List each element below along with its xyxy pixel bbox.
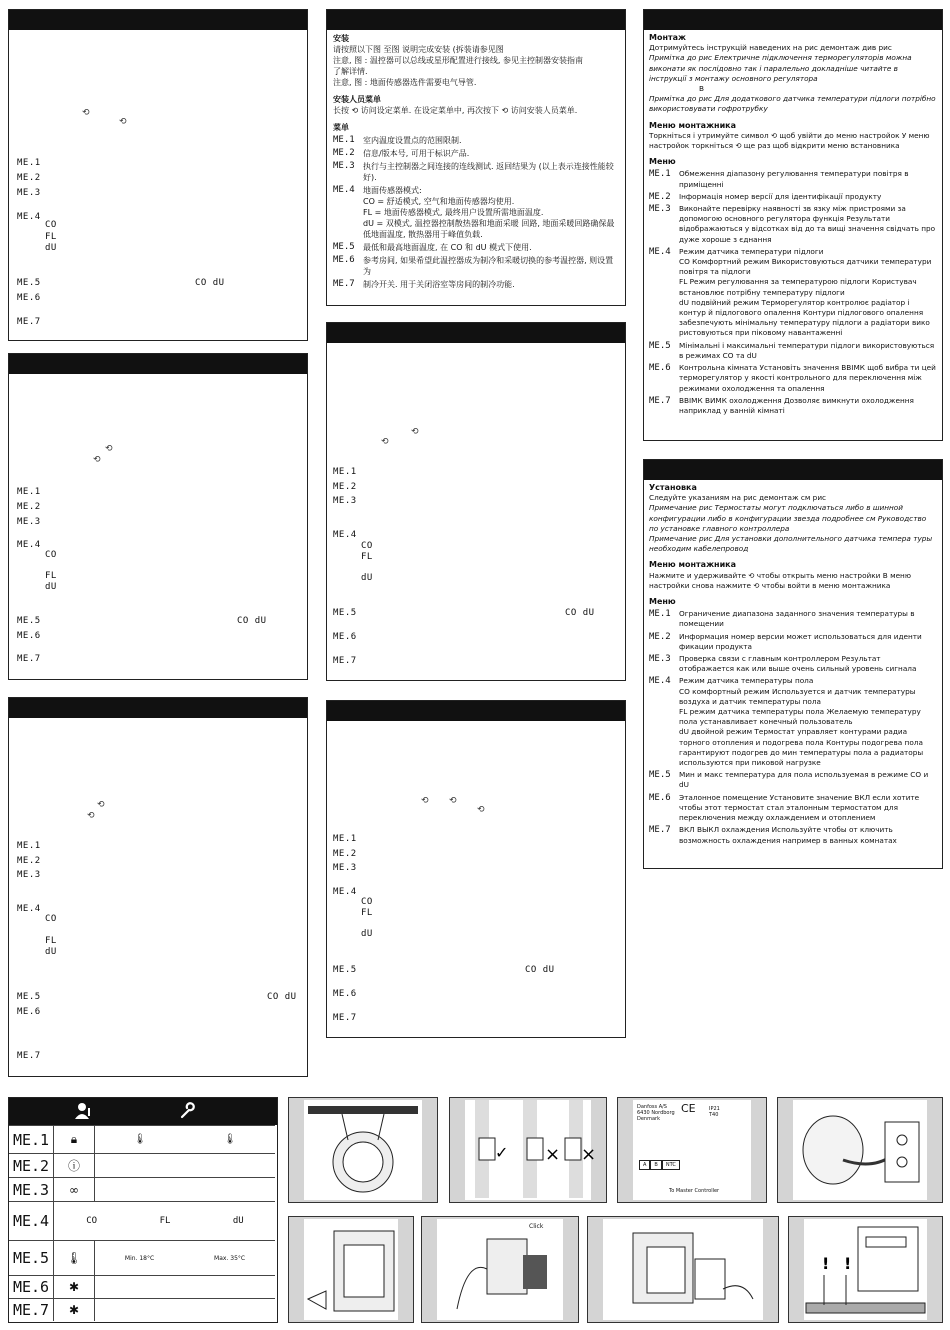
menu-code: ME.4 bbox=[17, 904, 41, 914]
menu-desc: Мин и макс температура для пола используемая в режиме CO и dU bbox=[679, 770, 929, 790]
thermometer-icon: 🌡︎ bbox=[133, 1134, 147, 1145]
table-row bbox=[9, 1125, 275, 1153]
back-arrow-icon: ⟲ bbox=[93, 455, 101, 465]
panel-header-bar bbox=[644, 460, 942, 480]
installer-menu-text: 长按 ⟲ 访问设定菜单. 在设定菜单中, 再次按下 ⟲ 访问安装人员菜单. bbox=[333, 106, 578, 115]
menu-code: ME.6 bbox=[17, 293, 41, 303]
wiring-illustration bbox=[793, 1100, 927, 1198]
menu-desc: ВКЛ ВЫКЛ охлаждения Используйте чтобы от ключить возможность охлаждения например в ванных комнатах bbox=[679, 825, 897, 845]
menu-code: ME.2 bbox=[333, 482, 357, 492]
menu-code: ME.1 bbox=[9, 1126, 54, 1153]
install-text: Следуйте указаниям на рис демонтаж см рис bbox=[649, 493, 827, 503]
me5-modes: CO dU bbox=[565, 608, 595, 618]
install-text: 了解详情. bbox=[333, 67, 368, 76]
menu-code: ME.6 bbox=[333, 255, 355, 265]
mode-fl: FL bbox=[159, 1216, 171, 1226]
mode-code: dU bbox=[45, 947, 57, 957]
menu-code: ME.5 bbox=[333, 242, 355, 252]
menu-code: ME.7 bbox=[333, 1013, 357, 1023]
label-temp: T40 bbox=[709, 1112, 719, 1118]
figure-5 bbox=[288, 1216, 414, 1323]
label-address: 6430 Nordborg bbox=[637, 1110, 675, 1116]
menu-desc: 执行与主控制器之间连接的连线测试. 返回结果为 (以上表示连接性能较好). bbox=[363, 162, 614, 182]
menu-code: ME.5 bbox=[9, 1241, 54, 1275]
mode-desc: CO Комфортний режим Використовуються датчики температури повітря та підлоги bbox=[679, 257, 932, 277]
menu-code: ME.4 bbox=[649, 246, 671, 257]
middle-panel-3 bbox=[326, 700, 626, 1038]
menu-code: ME.2 bbox=[649, 191, 671, 202]
mode-code: CO bbox=[45, 220, 57, 230]
terminal-b: B bbox=[650, 1160, 661, 1170]
menu-code: ME.6 bbox=[649, 363, 671, 374]
menu-desc: Информация номер версии может использоваться для иденти фикации продукта bbox=[679, 631, 922, 651]
mode-code: dU bbox=[361, 573, 373, 583]
panel-header-bar bbox=[327, 10, 625, 30]
click-label: Click bbox=[529, 1223, 544, 1230]
thermometer-icon: 🌡︎ bbox=[223, 1134, 237, 1145]
install-text: 请按照以下图 至图 说明完成安装 (拆装请参见图 bbox=[333, 45, 504, 54]
install-heading: Установка bbox=[649, 483, 697, 492]
russian-panel bbox=[643, 459, 943, 869]
lock-icon: 🔒︎ bbox=[54, 1126, 95, 1153]
menu-desc: Інформація номер версії для ідентифікації продукту bbox=[679, 191, 882, 201]
menu-code: ME.5 bbox=[17, 616, 41, 626]
svg-text:!: ! bbox=[844, 1254, 852, 1273]
mode-desc: dU подвійний режим Терморегулятор контролює радіатор і контур й підлогового опалення Контури підлогового опалення забезпечують мінімальну температуру підлоги а радіатори вико ристовуються при піковому навантаженні bbox=[679, 297, 930, 338]
menu-desc: 参考房间, 如果希望此温控器成为制冷和采暖切换的参考温控器, 则设置为 bbox=[363, 256, 614, 276]
install-text: Дотримуйтесь інструкцій наведених на рис демонтаж див рис bbox=[649, 43, 892, 53]
mode-code: dU bbox=[361, 929, 373, 939]
install-note: Примечание рис Термостаты могут подключаться либо в шинной конфигурации либо в конфигурации звезда подробнее см Руководство по установке главного контроллера bbox=[649, 503, 927, 533]
svg-text:✓: ✓ bbox=[495, 1143, 509, 1162]
menu-heading: 菜单 bbox=[333, 123, 349, 132]
mode-desc: CO = 舒适模式, 空气和地面传感器均使用. bbox=[363, 197, 515, 206]
ce-mark-icon: CE bbox=[681, 1102, 696, 1115]
menu-desc: 信息/版本号, 可用于标识产品. bbox=[363, 149, 470, 158]
mode-desc: FL Режим регулювання за температурою підлоги Користувач встановлює потрібну температуру підлоги bbox=[679, 277, 917, 297]
figure-7 bbox=[587, 1216, 779, 1323]
install-note: Примечание рис Для установки дополнительного датчика темпера туры необходим кабелепровод bbox=[649, 534, 933, 554]
menu-overview-table bbox=[8, 1097, 278, 1323]
menu-code: ME.6 bbox=[333, 989, 357, 999]
menu-code: ME.5 bbox=[333, 608, 357, 618]
menu-desc: Виконайте перевірку наявності зв язку між пристроями за допомогою основного регулятора функція Результати відображаються у відсотках від до та вищі значення свідчать про дуже хороше з єднання bbox=[679, 204, 936, 244]
snowflake-icon: ✱ bbox=[54, 1276, 95, 1298]
label-brand: Danfoss A/S bbox=[637, 1104, 667, 1110]
sensor-conduit-illustration bbox=[804, 1219, 927, 1319]
mode-desc: dU двойной режим Термостат управляет контурами радиа торного отопления и подогрева пола Контуры подогрева пола гарантируют подогрев до мин температуры пола а радиаторы используются при пиковой нагрузке bbox=[679, 727, 924, 768]
menu-code: ME.7 bbox=[333, 279, 355, 289]
back-arrow-icon: ⟲ bbox=[411, 427, 419, 437]
menu-code: ME.2 bbox=[333, 849, 357, 859]
mode-code: CO bbox=[361, 541, 373, 551]
back-arrow-icon: ⟲ bbox=[477, 805, 485, 815]
menu-code: ME.3 bbox=[17, 870, 41, 880]
menu-code: ME.5 bbox=[17, 278, 41, 288]
ukrainian-panel bbox=[643, 9, 943, 441]
left-panel-3 bbox=[8, 697, 308, 1077]
panel-header-bar bbox=[9, 698, 307, 718]
figure-6 bbox=[421, 1216, 579, 1323]
menu-code: ME.3 bbox=[9, 1178, 54, 1201]
menu-code: ME.6 bbox=[9, 1276, 54, 1298]
menu-desc: Контрольна кімната Установіть значення ВВІМК щоб вибра ти цей терморегулятор у якості контрольного для переключення між режимами охолодження та опалення bbox=[679, 363, 936, 393]
mode-du: dU bbox=[232, 1216, 244, 1226]
menu-code: ME.6 bbox=[649, 792, 671, 803]
mode-desc: CO комфортный режим Используется и датчик температуры воздуха и датчик температуры пола bbox=[679, 686, 916, 706]
panel-header-bar bbox=[644, 10, 942, 30]
table-row bbox=[9, 1240, 275, 1275]
mode-code: FL bbox=[45, 571, 57, 581]
mode-code: FL bbox=[361, 908, 373, 918]
mode-co: CO bbox=[86, 1216, 98, 1226]
menu-desc: Ограничение диапазона заданного значения температуры в помещении bbox=[679, 609, 915, 629]
menu-desc: Режим датчика температуры пола bbox=[679, 676, 814, 686]
menu-code: ME.3 bbox=[333, 496, 357, 506]
menu-code: ME.4 bbox=[17, 212, 41, 222]
menu-desc: ВВІМК ВИМК охолодження Дозволяє вимкнути охолодження наприклад у ванній кімнаті bbox=[679, 395, 914, 415]
label-country: Denmark bbox=[637, 1116, 660, 1122]
menu-code: ME.4 bbox=[9, 1202, 54, 1240]
menu-code: ME.1 bbox=[17, 158, 41, 168]
menu-code: ME.5 bbox=[333, 965, 357, 975]
chinese-panel bbox=[326, 9, 626, 306]
menu-code: ME.7 bbox=[17, 1051, 41, 1061]
back-arrow-icon: ⟲ bbox=[105, 444, 113, 454]
menu-desc: 最低和最高地面温度, 在 CO 和 dU 模式下使用. bbox=[363, 243, 532, 252]
menu-code: ME.3 bbox=[649, 654, 671, 665]
menu-code: ME.1 bbox=[17, 841, 41, 851]
menu-desc: Проверка связи с главным контроллером Результат отображается как или выше очень сильный уровень сигнала bbox=[679, 654, 917, 674]
mode-code: FL bbox=[361, 552, 373, 562]
menu-code: ME.3 bbox=[17, 517, 41, 527]
menu-code: ME.2 bbox=[333, 148, 355, 158]
panel-header-bar bbox=[9, 10, 307, 30]
snowflake-icon: ✱ bbox=[54, 1299, 95, 1321]
menu-code: ME.2 bbox=[17, 856, 41, 866]
menu-code: ME.7 bbox=[9, 1299, 54, 1321]
figure-4 bbox=[777, 1097, 943, 1203]
max-temp-label: Max. 35°C bbox=[214, 1254, 246, 1262]
back-arrow-icon: ⟲ bbox=[119, 117, 127, 127]
menu-code: ME.5 bbox=[17, 992, 41, 1002]
install-note: Примітка до рис Для додаткового датчика температури підлоги потрібно використовувати гофротрубку bbox=[649, 94, 936, 114]
thermometer-icon: 🌡︎ bbox=[54, 1241, 95, 1275]
menu-code: ME.5 bbox=[649, 340, 671, 351]
menu-code: ME.1 bbox=[17, 487, 41, 497]
install-heading: 安装 bbox=[333, 34, 349, 43]
menu-desc: Эталонное помещение Установите значение ВКЛ если хотите чтобы этот термостат стал эталонным термостатом для переключения между охлаждением и отоплением bbox=[679, 792, 920, 823]
mode-code: FL bbox=[45, 232, 57, 242]
menu-heading: Меню bbox=[649, 597, 676, 607]
back-arrow-icon: ⟲ bbox=[421, 796, 429, 806]
frame-mount-illustration bbox=[304, 1219, 398, 1319]
menu-code: ME.4 bbox=[333, 185, 355, 195]
table-header bbox=[9, 1098, 277, 1125]
menu-code: ME.1 bbox=[333, 135, 355, 145]
wrench-icon bbox=[179, 1103, 195, 1119]
to-master-label: To Master Controller bbox=[669, 1188, 720, 1194]
mode-code: CO bbox=[45, 914, 57, 924]
left-panel-1 bbox=[8, 9, 308, 341]
wall-box-illustration bbox=[304, 1100, 422, 1198]
install-text: 注意, 图 : 温控器可以总线或星形配置进行接线, 参见主控制器安装指南 bbox=[333, 56, 583, 65]
me5-modes: CO dU bbox=[237, 616, 267, 626]
menu-code: ME.2 bbox=[17, 173, 41, 183]
menu-desc: Мінімальні і максимальні температури підлоги використовуються в режимах CO та dU bbox=[679, 340, 935, 360]
install-note: Примітка до рис Електричне підключення терморегуляторів можна виконати як послідовно так і паралельно докладніше читайте в інструкції з монтажу основного регулятора bbox=[649, 53, 912, 83]
menu-code: ME.6 bbox=[17, 1007, 41, 1017]
me5-modes: CO dU bbox=[195, 278, 225, 288]
middle-panel-2 bbox=[326, 322, 626, 681]
menu-code: ME.4 bbox=[333, 530, 357, 540]
figure-3 bbox=[617, 1097, 767, 1203]
menu-code: ME.2 bbox=[9, 1154, 54, 1177]
mode-desc: dU = 双模式, 温控器控制散热器和地面采暖 回路, 地面采暖回路确保最低地面温度, 散热器用于峰值负载. bbox=[363, 219, 615, 239]
mode-code: CO bbox=[45, 550, 57, 560]
cover-removal-illustration bbox=[603, 1219, 763, 1319]
figure-1 bbox=[288, 1097, 438, 1203]
installer-menu-text: Нажмите и удерживайте ⟲ чтобы открыть меню настройки В меню настройки снова нажмите ⟲ чтобы войти в меню монтажника bbox=[649, 570, 911, 590]
terminal-ntc: NTC bbox=[662, 1160, 680, 1170]
table-row bbox=[9, 1201, 275, 1240]
back-arrow-icon: ⟲ bbox=[381, 437, 389, 447]
back-arrow-icon: ⟲ bbox=[87, 811, 95, 821]
me5-modes: CO dU bbox=[267, 992, 297, 1002]
terminal-a: A bbox=[639, 1160, 650, 1170]
figure-2 bbox=[449, 1097, 607, 1203]
menu-code: ME.3 bbox=[333, 863, 357, 873]
installer-person-icon bbox=[73, 1102, 93, 1120]
install-heading: Монтаж bbox=[649, 33, 686, 42]
mode-code: dU bbox=[45, 243, 57, 253]
mode-desc: FL режим датчика температуры пола Желаемую температуру пола устанавливает конечный пользователь bbox=[679, 707, 921, 727]
back-arrow-icon: ⟲ bbox=[82, 108, 90, 118]
menu-desc: Режим датчика температури підлоги bbox=[679, 246, 824, 256]
menu-code: ME.6 bbox=[17, 631, 41, 641]
min-temp-label: Min. 18°C bbox=[124, 1254, 155, 1262]
menu-code: ME.4 bbox=[17, 540, 41, 550]
menu-code: ME.7 bbox=[17, 654, 41, 664]
menu-code: ME.7 bbox=[17, 317, 41, 327]
installer-menu-heading: 安装人员菜单 bbox=[333, 95, 381, 104]
menu-code: ME.3 bbox=[333, 161, 355, 171]
left-panel-2 bbox=[8, 353, 308, 680]
menu-code: ME.7 bbox=[649, 395, 671, 406]
mode-code: dU bbox=[45, 582, 57, 592]
installer-menu-heading: Меню монтажника bbox=[649, 120, 736, 130]
svg-text:×: × bbox=[581, 1144, 597, 1165]
click-cover-illustration bbox=[437, 1219, 563, 1319]
menu-code: ME.1 bbox=[333, 834, 357, 844]
svg-text:×: × bbox=[545, 1144, 561, 1165]
menu-code: ME.4 bbox=[649, 676, 671, 687]
info-icon: ⓘ bbox=[54, 1154, 95, 1177]
install-text: 注意, 图 : 地面传感器选件需要电气导管. bbox=[333, 78, 477, 87]
menu-heading: Меню bbox=[649, 157, 676, 167]
panel-header-bar bbox=[9, 354, 307, 374]
mode-code: FL bbox=[45, 936, 57, 946]
menu-code: ME.3 bbox=[649, 204, 671, 215]
menu-desc: 制冷开关. 用于关闭浴室等房间的制冷功能. bbox=[363, 280, 515, 289]
table-row bbox=[9, 1153, 275, 1177]
table-row bbox=[9, 1275, 275, 1298]
panel-header-bar bbox=[327, 701, 625, 721]
figure-8 bbox=[788, 1216, 943, 1323]
menu-code: ME.2 bbox=[649, 631, 671, 642]
table-row bbox=[9, 1298, 275, 1321]
menu-code: ME.7 bbox=[333, 656, 357, 666]
link-icon: ∞ bbox=[54, 1178, 95, 1201]
menu-code: ME.6 bbox=[333, 632, 357, 642]
back-arrow-icon: ⟲ bbox=[97, 800, 105, 810]
menu-code: ME.2 bbox=[17, 502, 41, 512]
installer-menu-heading: Меню монтажника bbox=[649, 560, 736, 570]
menu-code: ME.1 bbox=[649, 609, 671, 620]
menu-code: ME.7 bbox=[649, 825, 671, 836]
installer-menu-text: Торкніться і утримуйте символ ⟲ щоб увійти до меню настройок У меню настройок торкніться ⟲ ще раз щоб відкрити меню встановника bbox=[649, 130, 930, 151]
menu-code: ME.1 bbox=[649, 169, 671, 180]
menu-code: ME.5 bbox=[649, 770, 671, 781]
menu-code: ME.3 bbox=[17, 188, 41, 198]
panel-header-bar bbox=[327, 323, 625, 343]
mode-desc: FL = 地面传感器模式, 最终用户设置所需地面温度. bbox=[363, 208, 544, 217]
install-note: В bbox=[699, 84, 705, 94]
me5-modes: CO dU bbox=[525, 965, 555, 975]
table-row bbox=[9, 1177, 275, 1201]
mounting-orientation-illustration bbox=[465, 1100, 597, 1198]
label-ip: IP21 bbox=[709, 1106, 720, 1112]
menu-code: ME.1 bbox=[333, 467, 357, 477]
mode-code: CO bbox=[361, 897, 373, 907]
menu-desc: 地面传感器模式: bbox=[363, 186, 422, 195]
back-arrow-icon: ⟲ bbox=[449, 796, 457, 806]
menu-desc: 室内温度设置点的范围限制. bbox=[363, 136, 462, 145]
menu-desc: Обмеження діапазону регулювання температури повітря в приміщенні bbox=[679, 169, 909, 189]
svg-text:!: ! bbox=[822, 1254, 830, 1273]
menu-code: ME.4 bbox=[333, 887, 357, 897]
